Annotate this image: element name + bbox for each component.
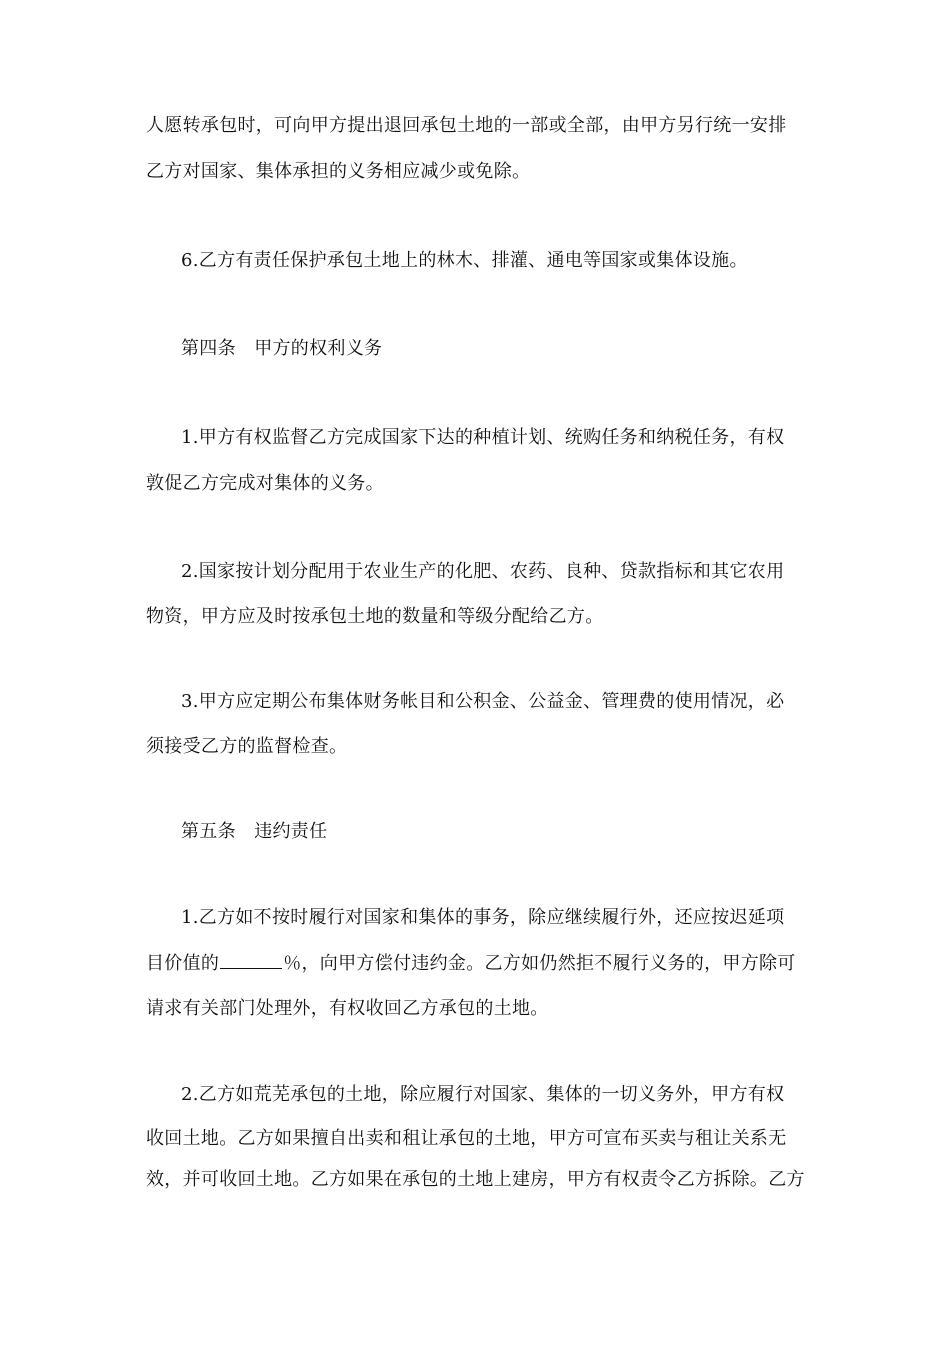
clause-item-3: 3.甲方应定期公布集体财务帐目和公积金、公益金、管理费的使用情况，必 xyxy=(181,691,785,712)
fill-in-blank[interactable] xyxy=(220,950,282,969)
paragraph-line: 收回土地。乙方如果擅自出卖和租让承包的土地，甲方可宣布买卖与租让关系无 xyxy=(146,1128,787,1149)
clause-item-2-liability: 2.乙方如荒芜承包的土地，除应履行对国家、集体的一切义务外，甲方有权 xyxy=(181,1084,785,1105)
clause-item-1-liability: 1.乙方如不按时履行对国家和集体的事务，除应继续履行外，还应按迟延项 xyxy=(181,907,785,928)
paragraph-line: 敦促乙方完成对集体的义务。 xyxy=(146,473,384,494)
paragraph-line: 乙方对国家、集体承担的义务相应减少或免除。 xyxy=(146,161,531,182)
blank-suffix-text: ％，向甲方偿付违约金。乙方如仍然拒不履行义务的，甲方除可 xyxy=(283,953,796,974)
clause-item-6: 6.乙方有责任保护承包土地上的林木、排灌、通电等国家或集体设施。 xyxy=(181,250,748,271)
paragraph-line: 效，并可收回土地。乙方如果在承包的土地上建房，甲方有权责令乙方拆除。乙方 xyxy=(146,1169,805,1190)
paragraph-line: 物资，甲方应及时按承包土地的数量和等级分配给乙方。 xyxy=(146,606,604,627)
clause-item-2: 2.国家按计划分配用于农业生产的化肥、农药、良种、贷款指标和其它农用 xyxy=(181,561,785,582)
clause-item-1: 1.甲方有权监督乙方完成国家下达的种植计划、统购任务和纳税任务，有权 xyxy=(181,427,785,448)
article-heading-4: 第四条 甲方的权利义务 xyxy=(181,338,383,359)
paragraph-line: 须接受乙方的监督检查。 xyxy=(146,736,348,757)
paragraph-line-with-blank xyxy=(146,950,796,978)
paragraph-line: 人愿转承包时，可向甲方提出退回承包土地的一部或全部，由甲方另行统一安排 xyxy=(146,115,787,136)
paragraph-line: 请求有关部门处理外，有权收回乙方承包的土地。 xyxy=(146,998,549,1019)
blank-prefix-text: 目价值的 xyxy=(146,953,220,974)
article-heading-5: 第五条 违约责任 xyxy=(181,821,328,842)
